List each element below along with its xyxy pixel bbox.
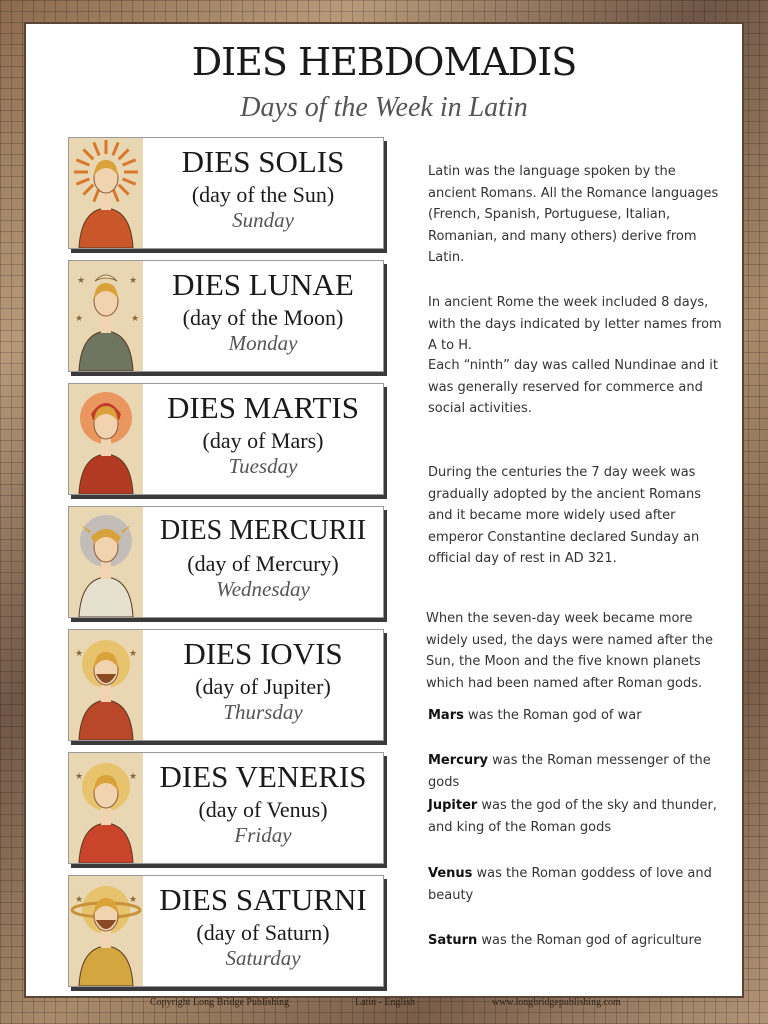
god-entry-saturn xyxy=(428,930,738,952)
god-name: Mars xyxy=(428,708,464,723)
planet-names-paragraph: When the seven-day week became more widely used, the days were named after the Sun, the Moon and the five known planets which had been named after Roman gods. xyxy=(426,611,714,691)
day-card-friday xyxy=(68,752,384,864)
god-description: was the Roman messenger of the gods xyxy=(428,753,711,790)
day-card-sunday xyxy=(68,137,384,249)
day-meaning: (day of Saturn) xyxy=(196,920,330,945)
latin-day-name: DIES SOLIS xyxy=(181,144,345,179)
svg-text:★: ★ xyxy=(129,895,138,905)
day-card-thursday xyxy=(68,629,384,741)
day-card-saturday xyxy=(68,875,384,987)
english-day-name: Tuesday xyxy=(228,454,298,478)
god-description: was the Roman god of agriculture xyxy=(477,933,702,948)
god-entry-mars xyxy=(428,705,738,727)
god-description: was the Roman goddess of love and beauty xyxy=(428,866,712,903)
english-day-name: Wednesday xyxy=(216,577,310,601)
god-name: Venus xyxy=(428,866,473,881)
english-day-name: Sunday xyxy=(232,208,294,232)
latin-day-name: DIES LUNAE xyxy=(172,267,354,302)
god-description: was the god of the sky and thunder, and king of the Roman gods xyxy=(428,798,717,835)
latin-day-name: DIES VENERIS xyxy=(159,759,367,794)
svg-text:★: ★ xyxy=(129,772,138,782)
nundinae-paragraph: Each “ninth” day was called Nundinae and it was generally reserved for commerce and social activities. xyxy=(428,358,718,416)
footer-subject: Latin - English xyxy=(355,997,415,1008)
day-meaning: (day of Mars) xyxy=(202,428,324,453)
day-card-wednesday xyxy=(68,506,384,618)
latin-day-name: DIES IOVIS xyxy=(183,636,343,671)
svg-text:★: ★ xyxy=(75,649,84,659)
svg-text:★: ★ xyxy=(129,276,138,286)
latin-day-name: DIES MERCURII xyxy=(159,515,367,546)
venus-portrait-icon xyxy=(69,753,143,863)
day-meaning: (day of Mercury) xyxy=(187,551,339,576)
latin-day-name: DIES SATURNI xyxy=(159,882,367,917)
god-name: Mercury xyxy=(428,753,489,768)
footer-copyright: Copyright Long Bridge Publishing xyxy=(150,997,290,1008)
sun-god-portrait-icon xyxy=(69,138,143,248)
day-meaning: (day of Jupiter) xyxy=(195,674,331,699)
day-meaning: (day of the Moon) xyxy=(182,305,344,330)
english-day-name: Thursday xyxy=(223,700,303,724)
day-meaning: (day of the Sun) xyxy=(191,182,335,207)
page-subtitle: Days of the Week in Latin xyxy=(240,92,528,123)
mars-portrait-icon xyxy=(69,384,143,494)
english-day-name: Monday xyxy=(228,331,298,355)
svg-text:★: ★ xyxy=(77,276,86,286)
god-entry-jupiter xyxy=(428,795,718,839)
svg-text:★: ★ xyxy=(129,649,138,659)
svg-text:★: ★ xyxy=(75,314,84,324)
day-card-tuesday xyxy=(68,383,384,495)
god-entry-mercury xyxy=(428,750,738,794)
svg-text:★: ★ xyxy=(131,314,140,324)
page-title: DIES HEBDOMADIS xyxy=(191,40,577,84)
footer-website: www.longbridgepublishing.com xyxy=(492,997,621,1008)
english-day-name: Saturday xyxy=(225,946,301,970)
svg-text:★: ★ xyxy=(75,772,84,782)
intro-paragraph: Latin was the language spoken by the ancient Romans. All the Romance languages (French, Spanish, Portuguese, Italian, Romanian, and many others) derive from Latin. xyxy=(428,164,719,265)
god-description: was the Roman god of war xyxy=(463,708,642,723)
day-meaning: (day of Venus) xyxy=(198,797,328,822)
eight-day-week-paragraph: In ancient Rome the week included 8 days, with the days indicated by letter names from A to H. xyxy=(428,295,722,353)
god-name: Jupiter xyxy=(428,798,478,813)
jupiter-portrait-icon xyxy=(69,630,143,740)
day-card-monday xyxy=(68,260,384,372)
saturn-portrait-icon xyxy=(69,876,143,986)
god-entry-venus xyxy=(428,863,713,907)
god-name: Saturn xyxy=(428,933,478,948)
mercury-portrait-icon xyxy=(69,507,143,617)
latin-day-name: DIES MARTIS xyxy=(167,390,359,425)
svg-text:★: ★ xyxy=(75,895,84,905)
seven-day-week-paragraph: During the centuries the 7 day week was gradually adopted by the ancient Romans and it became more widely used after emperor Constantine declared Sunday an official day of rest in AD 321. xyxy=(428,465,701,566)
english-day-name: Friday xyxy=(234,823,292,847)
moon-goddess-portrait-icon xyxy=(69,261,143,371)
